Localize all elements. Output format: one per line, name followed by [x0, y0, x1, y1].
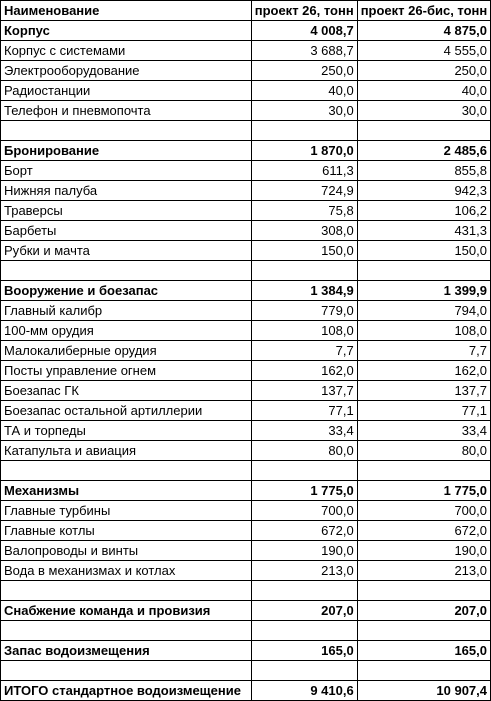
- cell-project-26bis[interactable]: 165,0: [357, 641, 490, 661]
- cell-name[interactable]: Боезапас ГК: [1, 381, 252, 401]
- cell-project-26bis[interactable]: 250,0: [357, 61, 490, 81]
- cell-project-26[interactable]: 190,0: [251, 541, 357, 561]
- cell-project-26bis[interactable]: 4 555,0: [357, 41, 490, 61]
- cell-name[interactable]: Главные турбины: [1, 501, 252, 521]
- cell-project-26[interactable]: 1 384,9: [251, 281, 357, 301]
- cell-project-26[interactable]: 150,0: [251, 241, 357, 261]
- cell-name[interactable]: Главные котлы: [1, 521, 252, 541]
- table-row: [1, 441, 491, 461]
- cell-project-26[interactable]: 213,0: [251, 561, 357, 581]
- table-row: [1, 161, 491, 181]
- cell-name[interactable]: Боезапас остальной артиллерии: [1, 401, 252, 421]
- cell-name[interactable]: Валопроводы и винты: [1, 541, 252, 561]
- cell-name[interactable]: Траверсы: [1, 201, 252, 221]
- cell-project-26[interactable]: 162,0: [251, 361, 357, 381]
- cell-name[interactable]: Механизмы: [1, 481, 252, 501]
- cell-project-26[interactable]: 700,0: [251, 501, 357, 521]
- cell-name[interactable]: Корпус: [1, 21, 252, 41]
- cell-project-26[interactable]: 80,0: [251, 441, 357, 461]
- table-row: [1, 201, 491, 221]
- cell-project-26bis[interactable]: 1 399,9: [357, 281, 490, 301]
- table-row: [1, 481, 491, 501]
- cell-name[interactable]: Нижняя палуба: [1, 181, 252, 201]
- cell-project-26[interactable]: 308,0: [251, 221, 357, 241]
- cell-project-26[interactable]: 611,3: [251, 161, 357, 181]
- cell-project-26[interactable]: [251, 261, 357, 281]
- table-row: [1, 381, 491, 401]
- cell-project-26bis[interactable]: 30,0: [357, 101, 490, 121]
- table-row: [1, 681, 491, 701]
- cell-project-26bis[interactable]: 10 907,4: [357, 681, 490, 701]
- cell-name[interactable]: Запас водоизмещения: [1, 641, 252, 661]
- cell-name[interactable]: Катапульта и авиация: [1, 441, 252, 461]
- cell-name[interactable]: [1, 661, 252, 681]
- table-row: [1, 581, 491, 601]
- cell-name[interactable]: [1, 121, 252, 141]
- cell-project-26bis[interactable]: 794,0: [357, 301, 490, 321]
- cell-name[interactable]: Электрооборудование: [1, 61, 252, 81]
- cell-name[interactable]: Снабжение команда и провизия: [1, 601, 252, 621]
- cell-project-26[interactable]: [251, 661, 357, 681]
- cell-project-26bis[interactable]: 213,0: [357, 561, 490, 581]
- cell-project-26[interactable]: 7,7: [251, 341, 357, 361]
- table-row: [1, 361, 491, 381]
- cell-project-26[interactable]: 672,0: [251, 521, 357, 541]
- cell-name[interactable]: Малокалиберные орудия: [1, 341, 252, 361]
- cell-name[interactable]: Радиостанции: [1, 81, 252, 101]
- cell-name[interactable]: Корпус с системами: [1, 41, 252, 61]
- cell-project-26bis[interactable]: 942,3: [357, 181, 490, 201]
- table-row: [1, 501, 491, 521]
- header-name: Наименование: [1, 1, 252, 21]
- cell-project-26bis[interactable]: 162,0: [357, 361, 490, 381]
- cell-name[interactable]: Посты управление огнем: [1, 361, 252, 381]
- cell-project-26[interactable]: [251, 581, 357, 601]
- table-row: [1, 321, 491, 341]
- table-row: [1, 421, 491, 441]
- table-row: [1, 521, 491, 541]
- table-row: [1, 121, 491, 141]
- cell-project-26[interactable]: 250,0: [251, 61, 357, 81]
- cell-name[interactable]: Главный калибр: [1, 301, 252, 321]
- cell-project-26[interactable]: 108,0: [251, 321, 357, 341]
- cell-project-26[interactable]: 75,8: [251, 201, 357, 221]
- cell-project-26bis[interactable]: [357, 621, 490, 641]
- cell-name[interactable]: Рубки и мачта: [1, 241, 252, 261]
- cell-project-26bis[interactable]: 207,0: [357, 601, 490, 621]
- cell-project-26[interactable]: 779,0: [251, 301, 357, 321]
- cell-project-26bis[interactable]: 855,8: [357, 161, 490, 181]
- cell-name[interactable]: [1, 581, 252, 601]
- cell-name[interactable]: Вода в механизмах и котлах: [1, 561, 252, 581]
- cell-project-26[interactable]: 9 410,6: [251, 681, 357, 701]
- cell-project-26bis[interactable]: 80,0: [357, 441, 490, 461]
- cell-name[interactable]: 100-мм орудия: [1, 321, 252, 341]
- cell-project-26bis[interactable]: 40,0: [357, 81, 490, 101]
- table-row: [1, 241, 491, 261]
- cell-project-26bis[interactable]: [357, 261, 490, 281]
- cell-name[interactable]: [1, 261, 252, 281]
- header-row: [1, 1, 491, 21]
- cell-name[interactable]: Бронирование: [1, 141, 252, 161]
- cell-project-26[interactable]: 4 008,7: [251, 21, 357, 41]
- table-row: [1, 261, 491, 281]
- cell-project-26[interactable]: [251, 461, 357, 481]
- cell-project-26bis[interactable]: 108,0: [357, 321, 490, 341]
- cell-name[interactable]: Телефон и пневмопочта: [1, 101, 252, 121]
- table-row: [1, 461, 491, 481]
- cell-project-26bis[interactable]: 700,0: [357, 501, 490, 521]
- cell-project-26[interactable]: 40,0: [251, 81, 357, 101]
- cell-project-26[interactable]: 77,1: [251, 401, 357, 421]
- cell-project-26bis[interactable]: 137,7: [357, 381, 490, 401]
- cell-project-26bis[interactable]: 7,7: [357, 341, 490, 361]
- table-row: [1, 661, 491, 681]
- cell-project-26[interactable]: 1 870,0: [251, 141, 357, 161]
- cell-project-26bis[interactable]: 190,0: [357, 541, 490, 561]
- cell-project-26bis[interactable]: 77,1: [357, 401, 490, 421]
- table-row: [1, 561, 491, 581]
- table-row: [1, 221, 491, 241]
- cell-project-26[interactable]: 137,7: [251, 381, 357, 401]
- cell-project-26bis[interactable]: [357, 661, 490, 681]
- table-row: [1, 281, 491, 301]
- table-row: [1, 21, 491, 41]
- table-row: [1, 141, 491, 161]
- cell-project-26[interactable]: 30,0: [251, 101, 357, 121]
- table-row: [1, 401, 491, 421]
- cell-project-26[interactable]: 165,0: [251, 641, 357, 661]
- cell-project-26bis[interactable]: 672,0: [357, 521, 490, 541]
- table-row: [1, 621, 491, 641]
- cell-project-26bis[interactable]: 106,2: [357, 201, 490, 221]
- table-row: [1, 181, 491, 201]
- table-row: [1, 341, 491, 361]
- cell-project-26[interactable]: [251, 121, 357, 141]
- cell-project-26bis[interactable]: 2 485,6: [357, 141, 490, 161]
- cell-name[interactable]: Вооружение и боезапас: [1, 281, 252, 301]
- cell-name[interactable]: ИТОГО стандартное водоизмещение: [1, 681, 252, 701]
- cell-name[interactable]: [1, 621, 252, 641]
- cell-project-26bis[interactable]: 431,3: [357, 221, 490, 241]
- cell-name[interactable]: ТА и торпеды: [1, 421, 252, 441]
- cell-project-26bis[interactable]: 150,0: [357, 241, 490, 261]
- cell-project-26bis[interactable]: [357, 581, 490, 601]
- cell-project-26[interactable]: 1 775,0: [251, 481, 357, 501]
- table-row: [1, 541, 491, 561]
- cell-project-26[interactable]: 33,4: [251, 421, 357, 441]
- cell-project-26[interactable]: [251, 621, 357, 641]
- table-row: [1, 301, 491, 321]
- table-row: [1, 81, 491, 101]
- cell-project-26bis[interactable]: 4 875,0: [357, 21, 490, 41]
- table-row: [1, 641, 491, 661]
- cell-project-26[interactable]: 724,9: [251, 181, 357, 201]
- cell-name[interactable]: [1, 461, 252, 481]
- table-body: [1, 21, 491, 701]
- table-row: [1, 61, 491, 81]
- cell-project-26bis[interactable]: [357, 121, 490, 141]
- table-row: [1, 101, 491, 121]
- cell-project-26[interactable]: 207,0: [251, 601, 357, 621]
- cell-project-26[interactable]: 3 688,7: [251, 41, 357, 61]
- table-row: [1, 601, 491, 621]
- header-project-26: проект 26, тонн: [251, 1, 357, 21]
- cell-project-26bis[interactable]: 33,4: [357, 421, 490, 441]
- cell-project-26bis[interactable]: [357, 461, 490, 481]
- cell-name[interactable]: Барбеты: [1, 221, 252, 241]
- table-row: [1, 41, 491, 61]
- header-project-26bis: проект 26-бис, тонн: [357, 1, 490, 21]
- cell-project-26bis[interactable]: 1 775,0: [357, 481, 490, 501]
- cell-name[interactable]: Борт: [1, 161, 252, 181]
